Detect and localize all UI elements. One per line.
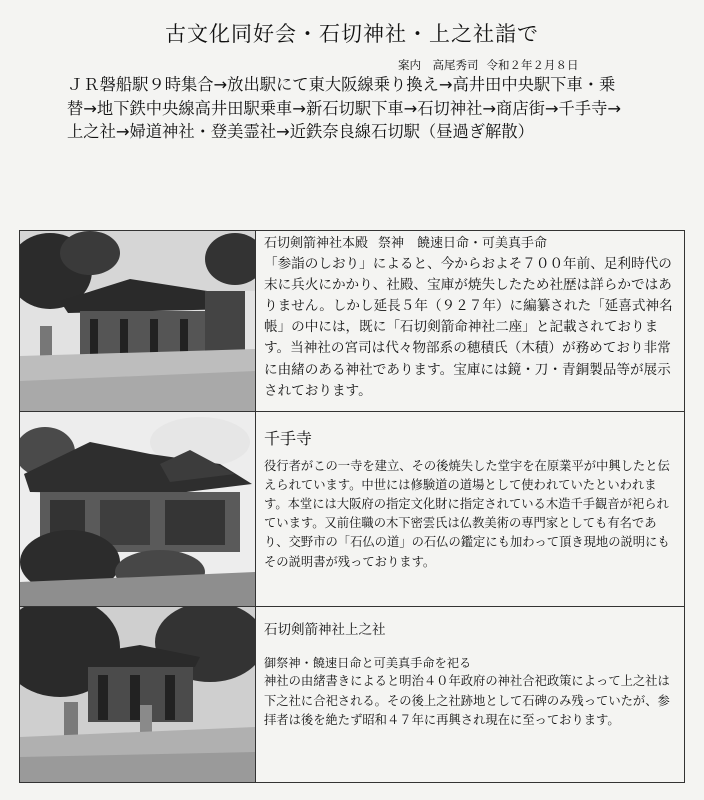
senjuji-temple-photo xyxy=(20,412,256,606)
kaminosha-shrine-photo xyxy=(20,607,256,782)
route-description: ＪＲ磐船駅９時集合→放出駅にて東大阪線乗り換え→高井田中央駅下車・乗替→地下鉄中央線高井田駅乗車→新石切駅下車→石切神社→商店街→千手寺→上之社→婦道神社・登美霊社→近鉄奈良線石切駅（昼過ぎ解散） xyxy=(67,75,622,141)
date: 令和２年２月８日 xyxy=(486,58,579,72)
guide-name: 案内 高尾秀司 xyxy=(398,58,479,72)
site-description: 役行者がこの一寺を建立、その後焼失した堂宇を在原業平が中興したと伝えられています。中世には修験道の道場として使われていたといわれます。本堂には大阪府の指定文化財に指定されている木造千手観音が祀られています。又前住職の木下密雲氏は仏教美術の専門家としても有名であり、交野市の「石仏の道」の石仏の鑑定にも加わって頂き現地の説明にもその説明書が残っております。 xyxy=(264,458,670,569)
site-name: 石切剣箭神社上之社 xyxy=(264,622,386,638)
deities: 祭神 饒速日命・可美真手命 xyxy=(378,236,548,251)
deities: 御祭神・饒速日命と可美真手命を祀る xyxy=(264,655,472,670)
site-row-senjuji xyxy=(20,412,684,607)
site-name: 石切剣箭神社本殿 xyxy=(264,236,369,251)
site-row-shrine-main xyxy=(20,231,684,412)
senjuji-text xyxy=(264,416,680,572)
site-name: 千手寺 xyxy=(264,429,313,448)
site-description: 神社の由緒書きによると明治４０年政府の神社合祀政策によって上之社は下之社に合祀される。その後上之社跡地として石碑のみ残っていたが、参拝者は後を絶たず昭和４７年に再興され現在に至っております。 xyxy=(264,674,670,727)
shrine-main-hall-photo xyxy=(20,231,256,411)
sites-table xyxy=(19,230,685,783)
page-title: 古文化同好会・石切神社・上之社詣で xyxy=(165,22,539,46)
site-row-kaminosha xyxy=(20,607,684,782)
site-description: 「参詣のしおり」によると、今からおよそ７００年前、足利時代の末に兵火にかかり、社殿、宝庫が焼失したため社歴は詳らかではありません。しかし延長５年（９２７年）に編纂された「延喜式神名帳」の中には，既に「石切剣箭命神社二座」と記載されております。当神社の宮司は代々物部系の穂積氏（木積）が務めており非常に由緒のある神社であります。宝庫には鏡・刀・青銅製品等が展示されております。 xyxy=(264,255,673,399)
section-heading xyxy=(264,235,680,254)
kaminosha-text xyxy=(264,611,680,731)
shrine-main-text xyxy=(264,235,680,402)
byline xyxy=(398,57,579,73)
